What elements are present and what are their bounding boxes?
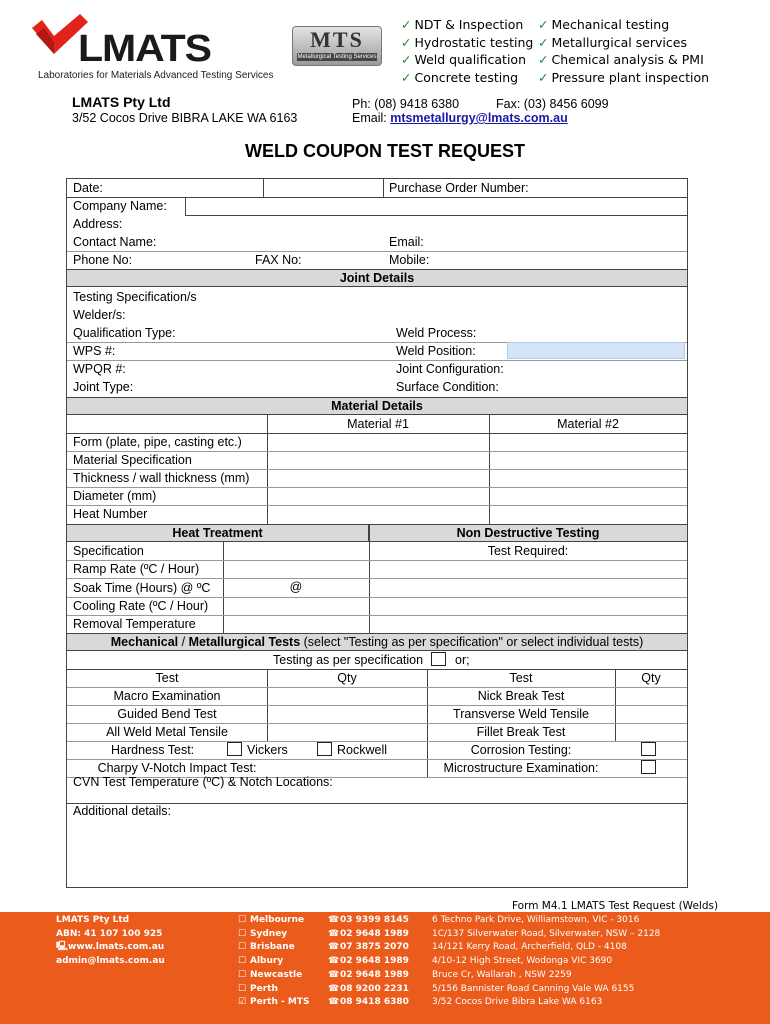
footer-city: ☐ Melbourne <box>238 914 309 928</box>
footer-phone: ☎08 9200 2231 <box>328 983 409 997</box>
material-row: Diameter (mm) <box>73 489 157 503</box>
qualification-type-label: Qualification Type: <box>73 326 176 340</box>
microstructure-label: Microstructure Examination: <box>443 761 599 775</box>
footer-phone: ☎08 9418 6380 <box>328 996 409 1010</box>
footer-abn: ABN: 41 107 100 925 <box>56 928 163 939</box>
mech-test-row: Nick Break Test <box>477 689 565 703</box>
welder-label: Welder/s: <box>73 308 126 322</box>
mts-badge-subtitle: Metallurgical Testing Services <box>297 54 377 60</box>
phone-icon: ☎ <box>328 915 340 925</box>
contact-label: Contact Name: <box>73 235 157 249</box>
heat-treatment-heading: Heat Treatment <box>67 524 369 542</box>
footer-city: ☐ Albury <box>238 955 309 969</box>
testing-per-spec-checkbox[interactable] <box>431 652 446 666</box>
check-icon: ✓ <box>538 34 549 50</box>
wpqr-label: WPQR #: <box>73 362 126 376</box>
cvn-temperature-label: CVN Test Temperature (ºC) & Notch Locations: <box>73 775 333 789</box>
material-1-header: Material #1 <box>347 417 409 431</box>
mobile-label: Mobile: <box>389 253 430 267</box>
material-details-heading: Material Details <box>67 397 687 415</box>
footer-phone: ☎02 9648 1989 <box>328 928 409 942</box>
footer-city: ☐ Brisbane <box>238 941 309 955</box>
company-email: Email: mtsmetallurgy@lmats.com.au <box>352 111 568 125</box>
footer-address: 14/121 Kerry Road, Archerfield, QLD - 4108 <box>432 942 627 953</box>
footer-web[interactable]: 🖳www.lmats.com.au <box>56 941 165 955</box>
monitor-icon: 🖳 <box>56 942 69 953</box>
checked-box-icon: ☑ <box>238 997 247 1008</box>
microstructure-checkbox[interactable] <box>641 760 656 774</box>
hardness-test-label: Hardness Test: <box>111 743 195 757</box>
phone-icon: ☎ <box>328 969 340 980</box>
check-icon: ✓ <box>538 69 549 85</box>
mech-test-row: Fillet Break Test <box>476 725 566 739</box>
footer-phone: ☎02 9648 1989 <box>328 969 409 983</box>
material-row: Thickness / wall thickness (mm) <box>73 471 250 485</box>
service-item: ✓ Mechanical testing <box>538 17 670 32</box>
phone-label: Phone No: <box>73 253 133 267</box>
company-phone: Ph: (08) 9418 6380 <box>352 97 460 111</box>
cooling-rate-label: Cooling Rate (ºC / Hour) <box>73 599 209 613</box>
mts-badge-title: MTS <box>310 27 364 52</box>
fax-label: FAX No: <box>255 253 302 267</box>
footer-city: ☐ Perth <box>238 983 309 997</box>
test-col-header: Test <box>155 671 179 685</box>
check-icon: ✓ <box>538 52 549 67</box>
weld-position-field[interactable] <box>507 342 685 359</box>
check-icon: ✓ <box>401 52 412 67</box>
company-label: Company Name: <box>73 199 167 213</box>
logo-tagline: Laboratories for Materials Advanced Testing Services <box>38 70 274 81</box>
checkbox-icon: ☐ <box>238 969 247 980</box>
services-list-2 <box>538 16 709 86</box>
checkbox-icon: ☐ <box>238 915 247 925</box>
footer-cities <box>238 914 309 1010</box>
additional-details-field[interactable] <box>67 821 687 887</box>
weld-process-label: Weld Process: <box>396 326 477 340</box>
footer-addresses <box>432 914 660 1010</box>
material-2-header: Material #2 <box>557 417 619 431</box>
qty-col-header: Qty <box>337 671 357 685</box>
soak-time-label: Soak Time (Hours) @ ºC <box>73 581 211 595</box>
date-field[interactable] <box>264 179 384 197</box>
request-form <box>66 178 688 888</box>
material-row: Heat Number <box>73 507 148 521</box>
check-icon: ✓ <box>401 17 412 32</box>
mech-tests-heading: Mechanical / Metallurgical Tests (select "Testing as per specification" or select individual tests) <box>67 633 687 651</box>
footer-address: 5/156 Bannister Road Canning Vale WA 6155 <box>432 983 635 994</box>
check-icon: ✓ <box>538 17 549 32</box>
checkbox-icon: ☐ <box>238 928 247 939</box>
check-icon: ✓ <box>401 34 412 50</box>
charpy-test-label: Charpy V-Notch Impact Test: <box>97 761 257 775</box>
testing-spec-label: Testing Specification/s <box>73 290 197 304</box>
weld-position-label: Weld Position: <box>396 344 476 358</box>
address-label: Address: <box>73 217 123 231</box>
vickers-label: Vickers <box>247 743 288 757</box>
form-reference: Form M4.1 LMATS Test Request (Welds) <box>512 900 719 912</box>
footer-address: Bruce Cr, Wallarah , NSW 2259 <box>432 969 572 980</box>
service-item: ✓ Chemical analysis & PMI <box>538 52 704 67</box>
footer-city: ☐ Sydney <box>238 928 309 942</box>
or-label: or; <box>455 653 470 667</box>
footer-city: ☑ Perth - MTS <box>238 996 309 1010</box>
footer-city: ☐ Newcastle <box>238 969 309 983</box>
test-col-header-2: Test <box>509 671 533 685</box>
service-item: ✓ Metallurgical services <box>538 34 687 50</box>
service-item: ✓ Pressure plant inspection <box>538 69 710 85</box>
footer <box>0 912 770 1024</box>
email-label: Email: <box>389 235 424 249</box>
ramp-rate-label: Ramp Rate (ºC / Hour) <box>73 562 200 576</box>
footer-address: 1C/137 Silverwater Road, Silverwater, NSW – 2128 <box>432 928 661 939</box>
service-item: ✓ NDT & Inspection <box>401 17 524 32</box>
mech-test-row: Transverse Weld Tensile <box>453 707 589 721</box>
joint-type-label: Joint Type: <box>73 380 134 394</box>
check-icon: ✓ <box>401 69 412 85</box>
phone-icon: ☎ <box>328 928 340 939</box>
company-name: LMATS Pty Ltd <box>72 94 171 110</box>
mech-test-row: All Weld Metal Tensile <box>106 725 228 739</box>
mech-test-row: Guided Bend Test <box>117 707 217 721</box>
company-address: 3/52 Cocos Drive BIBRA LAKE WA 6163 <box>72 111 298 125</box>
po-label: Purchase Order Number: <box>389 181 529 195</box>
ndt-heading: Non Destructive Testing <box>369 524 687 542</box>
service-item: ✓ Weld qualification <box>401 52 526 67</box>
lmats-logo <box>28 14 274 84</box>
services-list-1 <box>401 16 533 86</box>
mts-badge <box>292 26 382 66</box>
surface-condition-label: Surface Condition: <box>396 380 499 394</box>
vickers-checkbox[interactable] <box>227 742 242 756</box>
phone-icon: ☎ <box>328 983 340 994</box>
footer-address: 3/52 Cocos Drive Bibra Lake WA 6163 <box>432 997 603 1008</box>
soak-at-symbol: @ <box>289 580 303 594</box>
logo-wordmark: LMATS <box>78 28 211 70</box>
checkbox-icon: ☐ <box>238 956 247 967</box>
footer-admin-email[interactable]: admin@lmats.com.au <box>56 956 165 967</box>
corrosion-testing-checkbox[interactable] <box>641 742 656 756</box>
company-field[interactable] <box>186 197 686 215</box>
wps-label: WPS #: <box>73 344 116 358</box>
material-row: Form (plate, pipe, casting etc.) <box>73 435 242 449</box>
rockwell-checkbox[interactable] <box>317 742 332 756</box>
form-title: WELD COUPON TEST REQUEST <box>244 141 525 161</box>
footer-phone: ☎02 9648 1989 <box>328 955 409 969</box>
phone-icon: ☎ <box>328 956 340 967</box>
removal-temp-label: Removal Temperature <box>73 617 196 631</box>
service-item: ✓ Hydrostatic testing <box>401 34 534 50</box>
footer-address: 4/10-12 High Street, Wodonga VIC 3690 <box>432 956 613 967</box>
joint-details-heading: Joint Details <box>67 269 687 287</box>
company-fax: Fax: (03) 8456 6099 <box>496 97 609 111</box>
checkbox-icon: ☐ <box>238 983 247 994</box>
test-required-label: Test Required: <box>487 544 569 558</box>
corrosion-testing-label: Corrosion Testing: <box>470 743 572 757</box>
footer-address: 6 Techno Park Drive, Williamstown, VIC - 3016 <box>432 915 640 925</box>
date-label: Date: <box>73 181 103 195</box>
heat-spec-label: Specification <box>73 544 144 558</box>
rockwell-label: Rockwell <box>337 743 388 757</box>
footer-phones <box>328 914 409 1010</box>
email-link[interactable]: mtsmetallurgy@lmats.com.au <box>390 111 568 125</box>
additional-details-label: Additional details: <box>73 804 171 818</box>
checkbox-icon: ☐ <box>238 942 247 953</box>
service-item: ✓ Concrete testing <box>401 69 519 85</box>
footer-phone: ☎07 3875 2070 <box>328 941 409 955</box>
mech-test-row: Macro Examination <box>113 689 221 703</box>
testing-per-spec-label: Testing as per specification <box>273 653 424 667</box>
phone-icon: ☎ <box>328 997 340 1008</box>
joint-configuration-label: Joint Configuration: <box>396 362 504 376</box>
footer-company: LMATS Pty Ltd ABN: 41 107 100 925 🖳www.lmats.com.au admin@lmats.com.au <box>56 914 165 969</box>
footer-phone: ☎03 9399 8145 <box>328 914 409 928</box>
material-row: Material Specification <box>73 453 192 467</box>
qty-col-header-2: Qty <box>641 671 661 685</box>
phone-icon: ☎ <box>328 942 340 953</box>
